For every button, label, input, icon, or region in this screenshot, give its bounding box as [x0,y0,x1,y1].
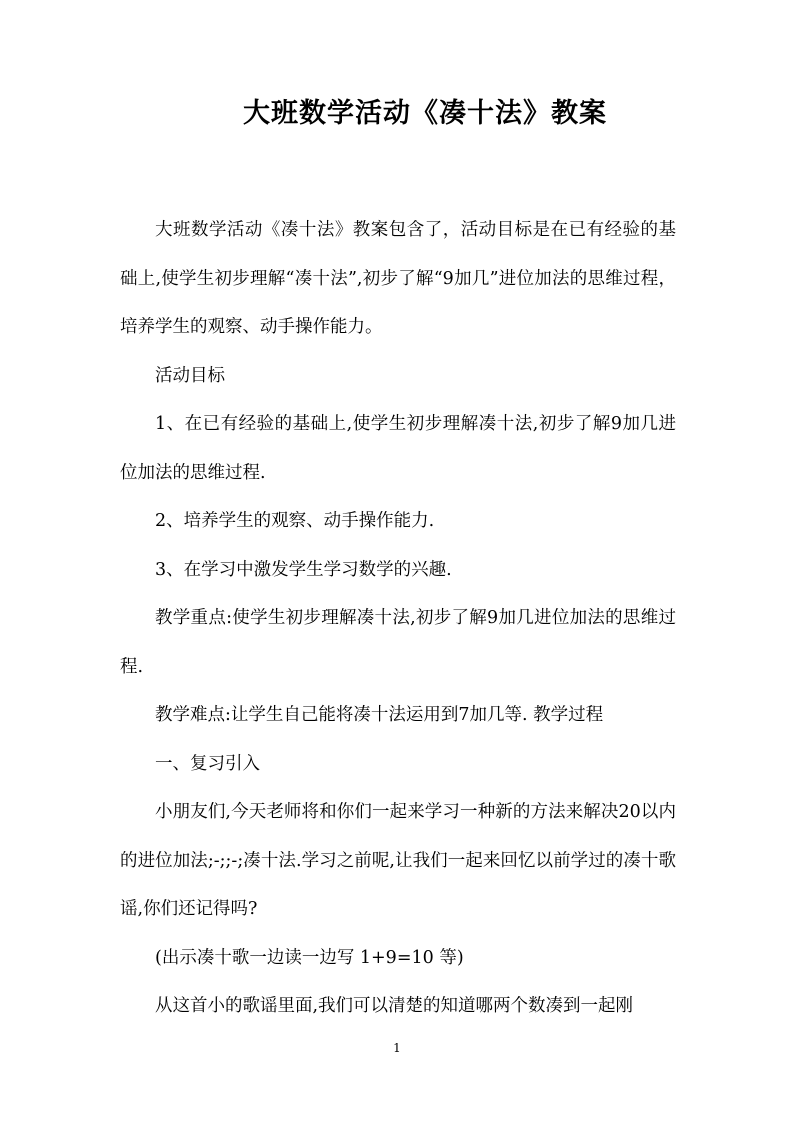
objective-item-3: 3、在学习中激发学生学习数学的兴趣. [155,559,452,580]
review-intro-paragraph: 小朋友们,今天老师将和你们一起来学习一种新的方法来解决20以内的进位加法;-;;-;凑十法.学习之前呢,让我们一起来回忆以前学过的凑十歌谣,你们还记得吗? [120,802,676,919]
document-title: 大班数学活动《凑十法》教案 [243,98,607,129]
teaching-focus-paragraph: 教学重点:使学生初步理解凑十法,初步了解9加几进位加法的思维过程. [120,608,676,677]
song-display-paragraph: (出示凑十歌一边读一边写 1+9=10 等) [155,947,464,968]
page-number: 1 [393,1041,401,1055]
intro-paragraph: 大班数学活动《凑十法》教案包含了，活动目标是在已有经验的基础上,使学生初步理解“凑十法”,初步了解“9加几”进位加法的思维过程，培养学生的观察、动手操作能力。 [120,220,676,337]
document-body [120,206,676,1031]
teaching-difficulty-paragraph: 教学难点:让学生自己能将凑十法运用到7加几等. 教学过程 [155,705,604,725]
section-heading-review: 一、复习引入 [155,753,260,774]
objectives-heading: 活动目标 [155,365,225,386]
song-explanation-paragraph: 从这首小的歌谣里面,我们可以清楚的知道哪两个数凑到一起刚 [155,996,634,1016]
objective-item-1: 1、在已有经验的基础上,使学生初步理解凑十法,初步了解9加几进位加法的思维过程. [120,414,676,483]
objective-item-2: 2、培养学生的观察、动手操作能力. [155,511,435,531]
